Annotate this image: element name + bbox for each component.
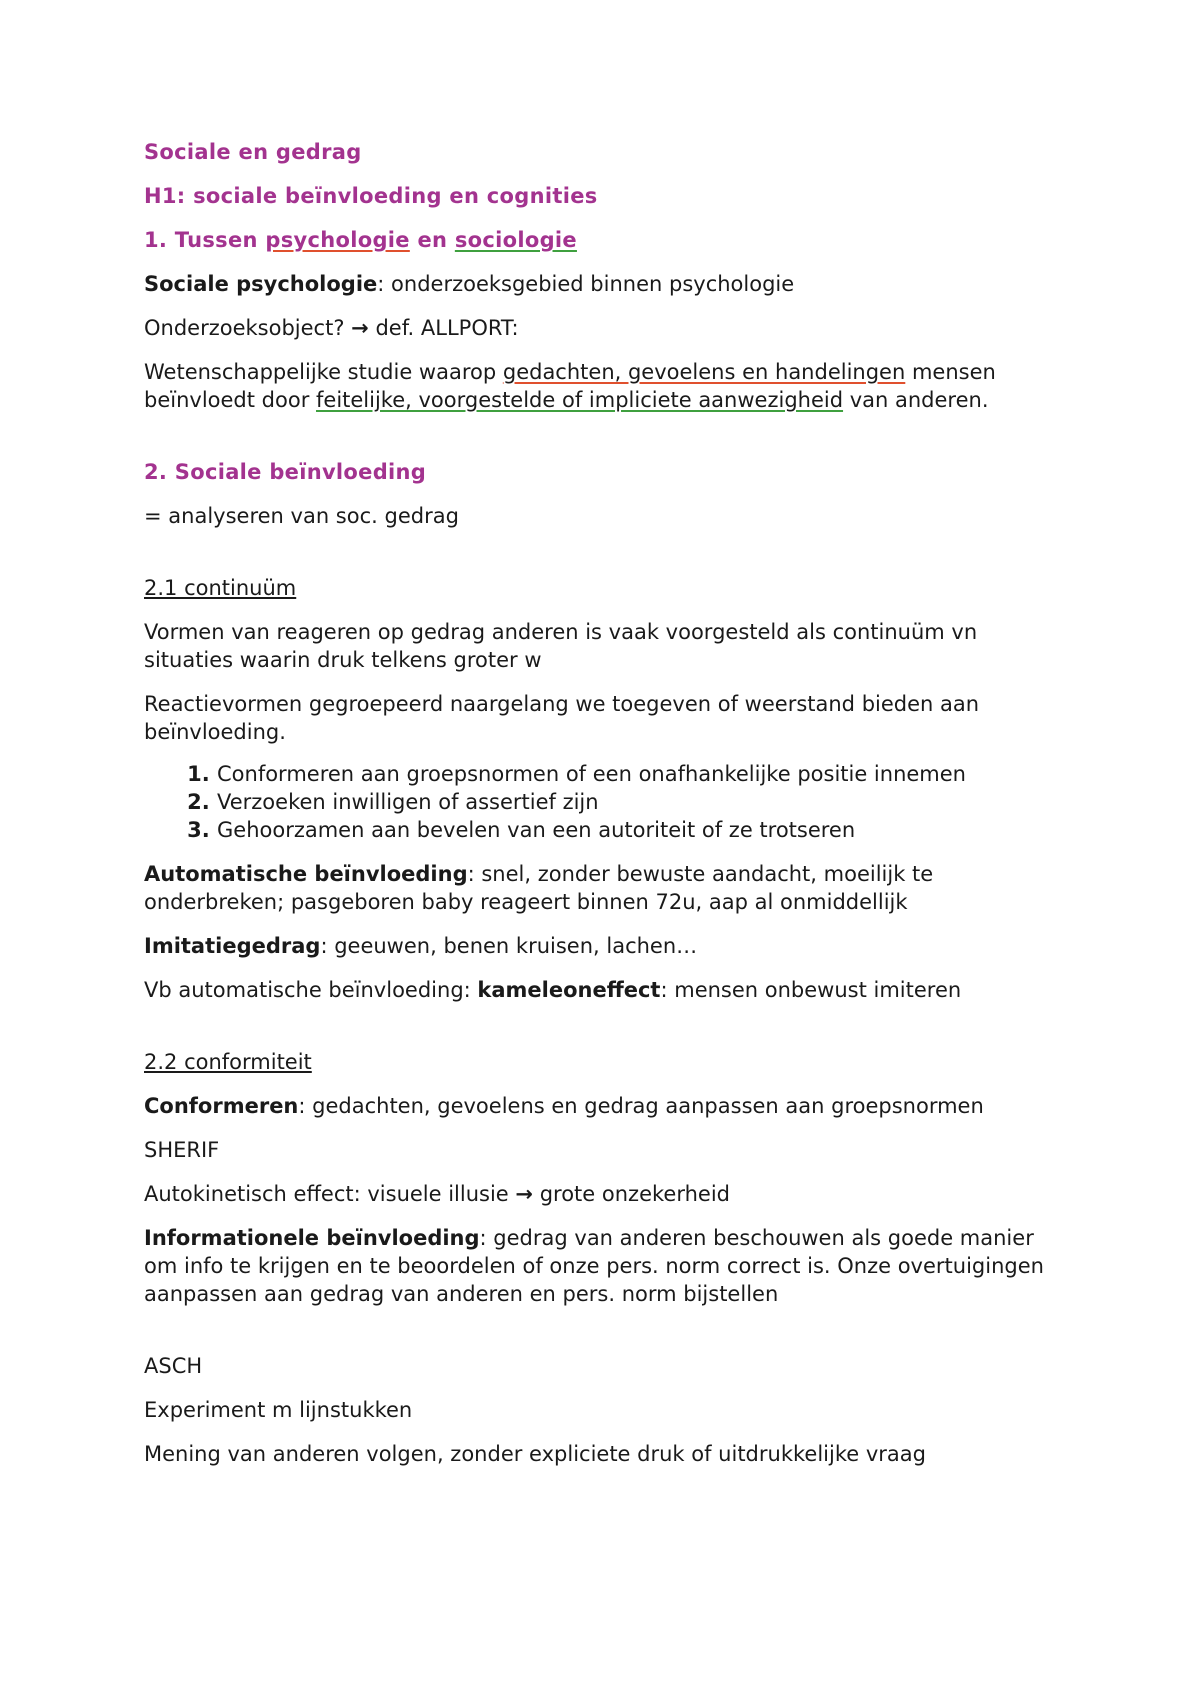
text: : geeuwen, benen kruisen, lachen…	[320, 934, 698, 958]
paragraph-automatische	[144, 860, 1064, 916]
text: Vb automatische beïnvloeding:	[144, 978, 478, 1002]
arrow-right-icon: →	[515, 1182, 534, 1206]
term-automatische-beinvloeding: Automatische beïnvloeding	[144, 862, 468, 886]
text: Onderzoeksobject?	[144, 316, 352, 340]
text: : onderzoeksgebied binnen psychologie	[377, 272, 795, 296]
text: Autokinetisch effect: visuele illusie	[144, 1182, 516, 1206]
text: : gedrag van anderen beschouwen als goede manier om info te krijgen en te beoordelen of onze pers. norm correct is. Onze overtuigingen aanpassen aan gedrag van anderen en pers. norm bijstellen	[144, 1226, 1044, 1306]
section-1-word-sociologie: sociologie	[454, 228, 577, 252]
chapter-heading: H1: sociale beïnvloeding en cognities	[144, 184, 598, 208]
section-1-prefix: 1. Tussen	[144, 228, 266, 252]
term-kameleoneffect: kameleoneffect	[477, 978, 661, 1002]
paragraph-definition	[144, 358, 1064, 414]
paragraph-imitatie	[144, 932, 1064, 960]
term-conformeren: Conformeren	[144, 1094, 299, 1118]
paragraph-onderzoeksobject	[144, 314, 1064, 342]
paragraph-vormen: Vormen van reageren op gedrag anderen is vaak voorgesteld als continuüm vn situaties waarin druk telkens groter w	[144, 620, 978, 672]
paragraph-analyseren: = analyseren van soc. gedrag	[144, 504, 459, 528]
paragraph-vb	[144, 976, 1064, 1004]
subsection-2-2-heading: 2.2 conformiteit	[144, 1050, 312, 1074]
section-2-heading: 2. Sociale beïnvloeding	[144, 460, 427, 484]
paragraph-sociale-psychologie	[144, 270, 1064, 298]
paragraph-conformeren	[144, 1092, 1064, 1120]
numbered-list	[144, 760, 1064, 844]
text: : mensen onbewust imiteren	[660, 978, 962, 1002]
arrow-right-icon: →	[351, 316, 369, 340]
document-page	[144, 138, 1064, 1484]
paragraph-informationele	[144, 1224, 1064, 1308]
paragraph-asch: ASCH	[144, 1354, 203, 1378]
section-1-word-psychologie: psychologie	[265, 228, 410, 252]
section-1-heading	[144, 226, 1064, 254]
document-title: Sociale en gedrag	[144, 140, 362, 164]
paragraph-mening: Mening van anderen volgen, zonder expliciete druk of uitdrukkelijke vraag	[144, 1442, 926, 1466]
term-imitatiegedrag: Imitatiegedrag	[144, 934, 321, 958]
paragraph-autokinetisch	[144, 1180, 1064, 1208]
section-1-mid: en	[409, 228, 455, 252]
text: def. ALLPORT:	[368, 316, 519, 340]
text: mensen beïnvloedt door	[144, 360, 996, 412]
list-item: 1. Conformeren aan groepsnormen of een onafhankelijke positie innemen	[217, 760, 1064, 788]
list-item: 2. Verzoeken inwilligen of assertief zijn	[217, 788, 1064, 816]
subsection-2-1-heading: 2.1 continuüm	[144, 576, 297, 600]
text: Wetenschappelijke studie waarop	[144, 360, 503, 384]
text: van anderen.	[843, 388, 989, 412]
paragraph-reactievormen: Reactievormen gegroepeerd naargelang we toegeven of weerstand bieden aan beïnvloeding.	[144, 692, 980, 744]
text: grote onzekerheid	[533, 1182, 730, 1206]
term-sociale-psychologie: Sociale psychologie	[144, 272, 378, 296]
list-item: 3. Gehoorzamen aan bevelen van een autoriteit of ze trotseren	[217, 816, 1064, 844]
underlined-phrase-aanwezigheid: feitelijke, voorgestelde of impliciete aanwezigheid	[316, 388, 844, 412]
paragraph-experiment: Experiment m lijnstukken	[144, 1398, 413, 1422]
underlined-phrase-gedachten: gedachten, gevoelens en handelingen	[502, 360, 906, 384]
term-informationele-beinvloeding: Informationele beïnvloeding	[144, 1226, 480, 1250]
text: : snel, zonder bewuste aandacht, moeilijk te onderbreken; pasgeboren baby reageert binnen 72u, aap al onmiddellijk	[144, 862, 934, 914]
text: : gedachten, gevoelens en gedrag aanpassen aan groepsnormen	[298, 1094, 984, 1118]
paragraph-sherif: SHERIF	[144, 1138, 220, 1162]
